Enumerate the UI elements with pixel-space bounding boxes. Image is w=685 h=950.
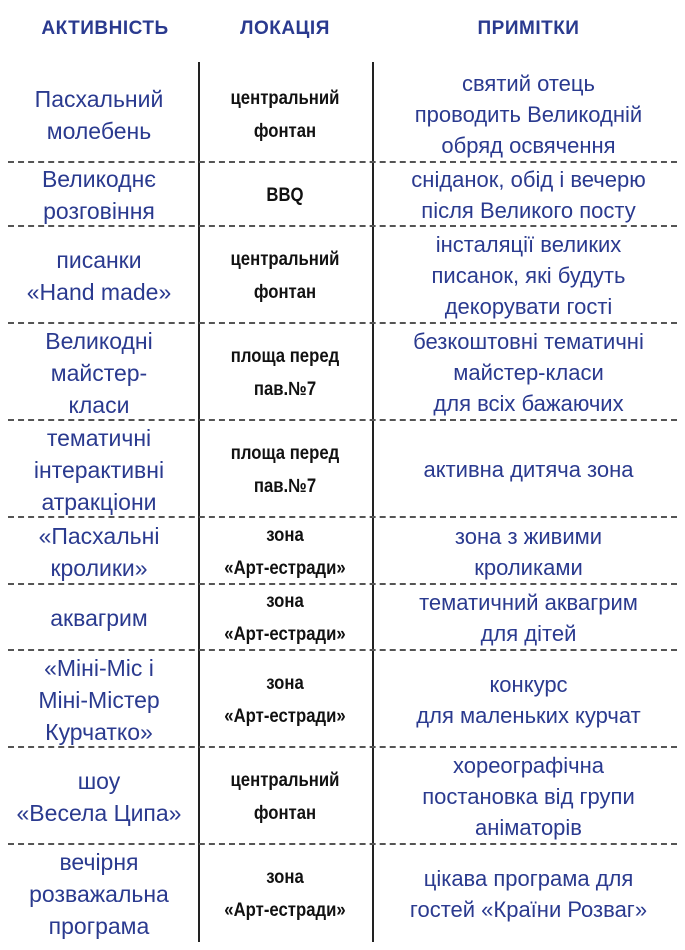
notes-cell: інсталяції великих писанок, які будуть декорувати гості: [431, 232, 626, 319]
notes-cell: активна дитяча зона: [423, 457, 634, 482]
activity-cell: Пасхальний молебень: [34, 85, 164, 144]
notes-cell: конкурс для маленьких курчат: [416, 671, 641, 728]
location-cell: площа перед пав.№7: [230, 345, 340, 400]
location-cell: зона «Арт-естради»: [224, 524, 346, 579]
location-cell: зона «Арт-естради»: [224, 591, 346, 645]
header-activity: АКТИВНІСТЬ: [41, 18, 169, 39]
notes-cell: зона з живими кроликами: [454, 523, 603, 580]
table-row: [0, 748, 685, 845]
notes-cell: тематичний аквагрим для дітей: [419, 590, 638, 646]
notes-cell: хореографічна постановка від групи аніматорів: [422, 753, 635, 840]
notes-cell: святий отець проводить Великодній обряд освячення: [414, 71, 643, 158]
header-location: ЛОКАЦІЯ: [240, 18, 330, 39]
activity-cell: «Міні-Міс і Міні-Містер Курчатко»: [38, 654, 160, 745]
location-cell: центральний фонтан: [230, 248, 340, 303]
location-cell: центральний фонтан: [230, 769, 340, 824]
location-cell: BBQ: [266, 184, 304, 206]
activity-cell: Великодні майстер- класи: [45, 327, 153, 418]
location-cell: зона «Арт-естради»: [224, 672, 346, 727]
table-row: [0, 518, 685, 585]
activity-cell: шоу «Весела Ципа»: [16, 767, 182, 826]
notes-cell: безкоштовні тематичні майстер-класи для всіх бажаючих: [413, 329, 644, 416]
table-row: [0, 585, 685, 651]
header-notes: ПРИМІТКИ: [477, 18, 580, 39]
table-body: [0, 66, 685, 942]
table-row: [0, 845, 685, 942]
notes-cell: цікава програма для гостей «Країни Розваг»: [409, 865, 648, 922]
location-cell: площа перед пав.№7: [230, 442, 340, 497]
table-row: [0, 421, 685, 518]
activity-cell: «Пасхальні кролики»: [38, 522, 160, 581]
activity-cell: аквагрим: [50, 605, 148, 631]
table-row: [0, 227, 685, 324]
activity-cell: писанки «Hand made»: [26, 246, 172, 305]
activity-cell: вечірня розважальна програма: [29, 848, 169, 939]
location-cell: зона «Арт-естради»: [224, 866, 346, 921]
table-row: [0, 66, 685, 163]
table-row: [0, 163, 685, 227]
notes-cell: сніданок, обід і вечерю після Великого посту: [411, 167, 646, 223]
activity-cell: Великоднє розговіння: [41, 166, 157, 224]
table-row: [0, 324, 685, 421]
table-row: [0, 651, 685, 748]
location-cell: центральний фонтан: [230, 87, 340, 142]
activity-cell: тематичні інтерактивні атракціони: [33, 424, 165, 515]
